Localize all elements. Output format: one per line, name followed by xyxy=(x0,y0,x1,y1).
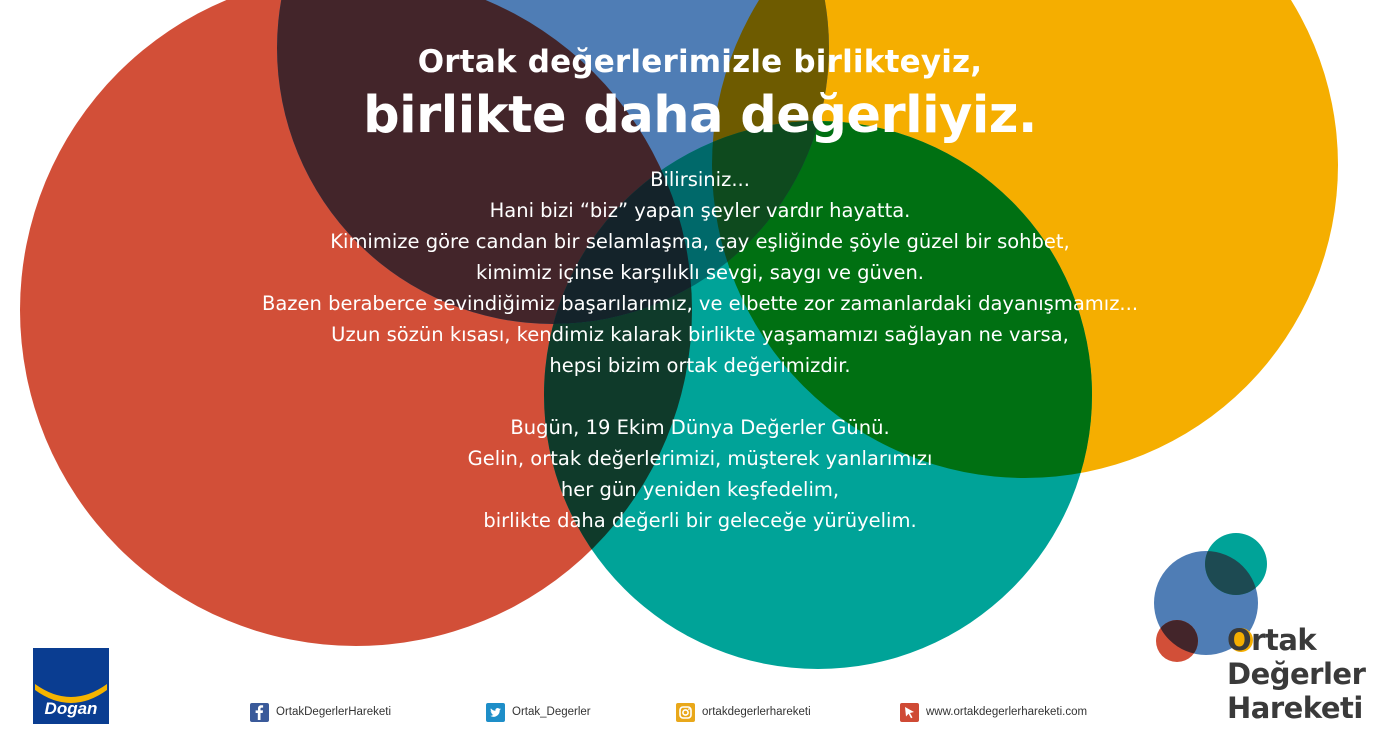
instagram-link[interactable] xyxy=(676,702,811,722)
twitter-handle: Ortak_Degerler xyxy=(512,706,591,718)
website-link[interactable] xyxy=(900,702,1087,722)
headline-line-1: Ortak değerlerimizle birlikteyiz, xyxy=(417,44,983,80)
body-line: kimimiz içinse karşılıklı sevgi, saygı ve güven. xyxy=(476,261,924,284)
body-line: Bilirsiniz... xyxy=(650,168,750,191)
ortak-degerler-wordmark xyxy=(1227,623,1365,725)
body-line: hepsi bizim ortak değerimizdir. xyxy=(549,354,851,377)
twitter-link[interactable] xyxy=(486,702,591,722)
dogan-logo-text: Dogan xyxy=(44,699,98,718)
body-line: birlikte daha değerli bir geleceğe yürüyelim. xyxy=(483,509,917,532)
body-line: her gün yeniden keşfedelim, xyxy=(560,478,840,501)
body-line: Hani bizi “biz” yapan şeyler vardır hayatta. xyxy=(489,199,911,222)
body-text xyxy=(0,164,1400,536)
cursor-icon xyxy=(900,703,919,722)
facebook-icon xyxy=(250,703,269,722)
body-line: Gelin, ortak değerlerimizi, müşterek yanlarımızı xyxy=(467,447,933,470)
body-line: Kimimize göre candan bir selamlaşma, çay eşliğinde şöyle güzel bir sohbet, xyxy=(330,230,1070,253)
headline-line-2: birlikte daha değerliyiz. xyxy=(363,86,1037,145)
body-line: Bugün, 19 Ekim Dünya Değerler Günü. xyxy=(510,416,890,439)
brand-line-1: Ortak xyxy=(1227,623,1317,657)
body-line: Uzun sözün kısası, kendimiz kalarak birlikte yaşamamızı sağlayan ne varsa, xyxy=(331,323,1069,346)
dogan-logo xyxy=(33,648,109,724)
brand-line-3: Hareketi xyxy=(1227,691,1363,725)
website-url: www.ortakdegerlerhareketi.com xyxy=(926,706,1088,718)
facebook-handle: OrtakDegerlerHareketi xyxy=(276,706,392,718)
instagram-icon xyxy=(676,703,695,722)
instagram-handle: ortakdegerlerhareketi xyxy=(702,706,811,718)
paragraph-gap xyxy=(0,381,1400,412)
twitter-icon xyxy=(486,703,505,722)
body-line: Bazen beraberce sevindiğimiz başarılarımız, ve elbette zor zamanlardaki dayanışmamız... xyxy=(261,292,1139,315)
brand-line-2: Değerler xyxy=(1227,657,1366,691)
facebook-link[interactable] xyxy=(250,702,391,722)
